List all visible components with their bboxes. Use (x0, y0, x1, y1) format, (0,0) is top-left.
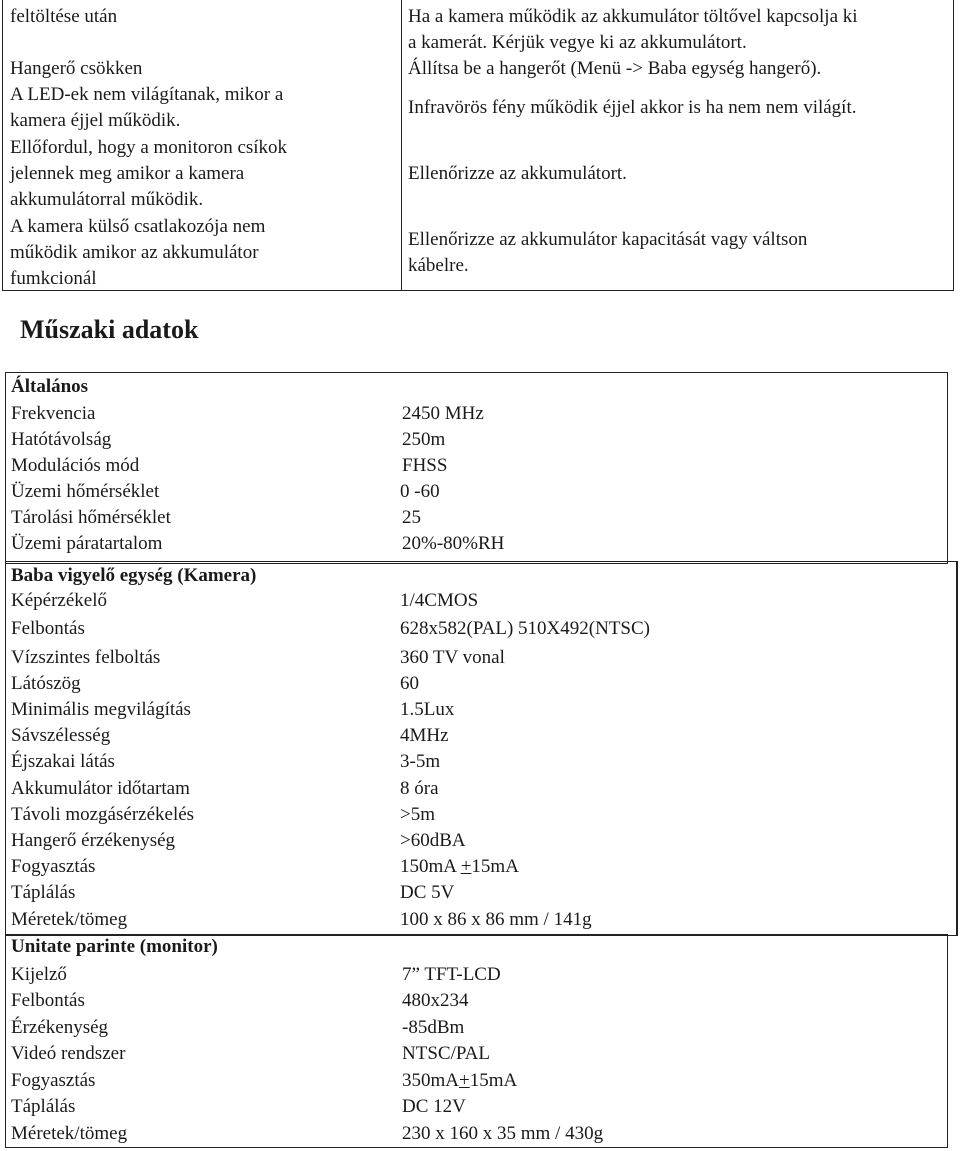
solution-cell: Ellenőrizze az akkumulátor kapacitását vagy váltson kábelre. (408, 229, 808, 276)
spec-label: Méretek/tömeg (11, 1123, 128, 1144)
spec-value (402, 1068, 517, 1094)
spec-value: >5m (400, 804, 435, 825)
spec-row (6, 671, 956, 697)
spec-value: 230 x 160 x 35 mm / 430g (402, 1123, 604, 1144)
spec-label: Fogyasztás (11, 1070, 96, 1091)
general-title: Általános (11, 376, 89, 397)
spec-value: 250m (402, 429, 446, 450)
spec-row (6, 1121, 947, 1147)
spec-row (6, 880, 956, 906)
spec-value: 20%-80%RH (402, 533, 505, 554)
spec-label: Méretek/tömeg (11, 909, 128, 930)
problem-cell: A kamera külső csatlakozója nem működik amikor az akkumulátor fumkcionál (10, 216, 266, 289)
spec-row (6, 1041, 947, 1067)
spec-row (6, 453, 947, 479)
spec-label: Felbontás (11, 990, 85, 1011)
spec-row (6, 962, 947, 988)
spec-label: Üzemi páratartalom (11, 533, 163, 554)
spec-value: DC 12V (402, 1096, 466, 1117)
spec-row (6, 907, 956, 933)
spec-value: DC 5V (400, 882, 455, 903)
spec-label: Fogyasztás (11, 856, 96, 877)
problem-cell: Ellőfordul, hogy a monitoron csíkok jelennek meg amikor a kamera akkumulátorral működik. (10, 137, 288, 210)
spec-row (6, 531, 947, 557)
spec-row (6, 854, 956, 880)
solution-cell: Infravörös fény működik éjjel akkor is ha nem nem világít. (408, 97, 857, 118)
spec-row (6, 697, 956, 723)
spec-label: Minimális megvilágítás (11, 699, 191, 720)
spec-row (6, 1068, 947, 1094)
spec-row (6, 802, 956, 828)
spec-row (6, 401, 947, 427)
spec-label: Táplálás (11, 1096, 76, 1117)
spec-label: Hangerő érzékenység (11, 830, 176, 851)
spec-row (6, 1094, 947, 1120)
camera-specs-table (5, 561, 958, 936)
spec-row (6, 427, 947, 453)
spec-row (6, 616, 956, 642)
spec-label: Tárolási hőmérséklet (11, 507, 171, 528)
spec-row (6, 1015, 947, 1041)
monitor-specs-table (5, 934, 948, 1148)
spec-label: Éjszakai látás (11, 751, 115, 772)
spec-value: 480x234 (402, 990, 469, 1011)
general-specs-table (5, 372, 948, 564)
spec-value (400, 854, 519, 880)
spec-label: Látószög (11, 673, 81, 694)
spec-row (6, 588, 956, 614)
spec-value: 1.5Lux (400, 699, 455, 720)
spec-label: Üzemi hőmérséklet (11, 481, 160, 502)
monitor-title: Unitate parinte (monitor) (11, 936, 218, 957)
spec-label: Sávszélesség (11, 725, 111, 746)
problem-cell: feltöltése után (10, 6, 118, 27)
spec-label: Hatótávolság (11, 429, 112, 450)
spec-value: 25 (402, 507, 421, 528)
spec-label: Távoli mozgásérzékelés (11, 804, 195, 825)
spec-value: 60 (400, 673, 419, 694)
spec-value: 3-5m (400, 751, 441, 772)
camera-title: Baba vigyelő egység (Kamera) (11, 565, 257, 586)
value-part: 350mA (402, 1070, 459, 1091)
spec-value: NTSC/PAL (402, 1043, 490, 1064)
spec-value: 628x582(PAL) 510X492(NTSC) (400, 618, 650, 639)
spec-value: 8 óra (400, 778, 439, 799)
spec-label: Vízszintes felboltás (11, 647, 161, 668)
problem-cell: Hangerő csökken (10, 58, 143, 79)
solution-cell: Ha a kamera működik az akkumulátor töltővel kapcsolja ki a kamerát. Kérjük vegye ki az akkumulátort. (408, 6, 858, 53)
spec-label: Felbontás (11, 618, 85, 639)
spec-value: -85dBm (402, 1017, 465, 1038)
spec-label: Modulációs mód (11, 455, 140, 476)
column-divider (401, 0, 402, 290)
spec-row (6, 828, 956, 854)
solution-cell: Állítsa be a hangerőt (Menü -> Baba egység hangerő). (408, 58, 822, 79)
plus-minus-sign: + (459, 1070, 470, 1091)
spec-label: Kijelző (11, 964, 67, 985)
spec-row (6, 479, 947, 505)
value-part: 150mA (400, 856, 461, 877)
solution-cell: Ellenőrizze az akkumulátort. (408, 163, 627, 184)
spec-row (6, 645, 956, 671)
spec-value: FHSS (402, 455, 448, 476)
spec-value: 100 x 86 x 86 mm / 141g (400, 909, 592, 930)
section-heading: Műszaki adatok (20, 315, 199, 344)
spec-value: 1/4CMOS (400, 590, 479, 611)
value-part: 15mA (469, 1070, 518, 1091)
plus-minus-sign: + (460, 856, 472, 877)
spec-row (6, 776, 956, 802)
spec-row (6, 749, 956, 775)
problem-cell: A LED-ek nem világítanak, mikor a kamera éjjel működik. (10, 84, 284, 131)
spec-label: Frekvencia (11, 403, 96, 424)
spec-row (6, 988, 947, 1014)
spec-value: 7” TFT-LCD (402, 964, 501, 985)
spec-value: >60dBA (400, 830, 466, 851)
spec-row (6, 505, 947, 531)
spec-label: Táplálás (11, 882, 76, 903)
spec-value: 0 -60 (400, 481, 440, 502)
spec-label: Akkumulátor időtartam (11, 778, 190, 799)
spec-value: 2450 MHz (402, 403, 484, 424)
spec-label: Videó rendszer (11, 1043, 126, 1064)
spec-label: Képérzékelő (11, 590, 107, 611)
spec-value: 360 TV vonal (400, 647, 505, 668)
value-part: 15mA (471, 856, 519, 877)
spec-value: 4MHz (400, 725, 449, 746)
spec-row (6, 723, 956, 749)
spec-label: Érzékenység (11, 1017, 109, 1038)
